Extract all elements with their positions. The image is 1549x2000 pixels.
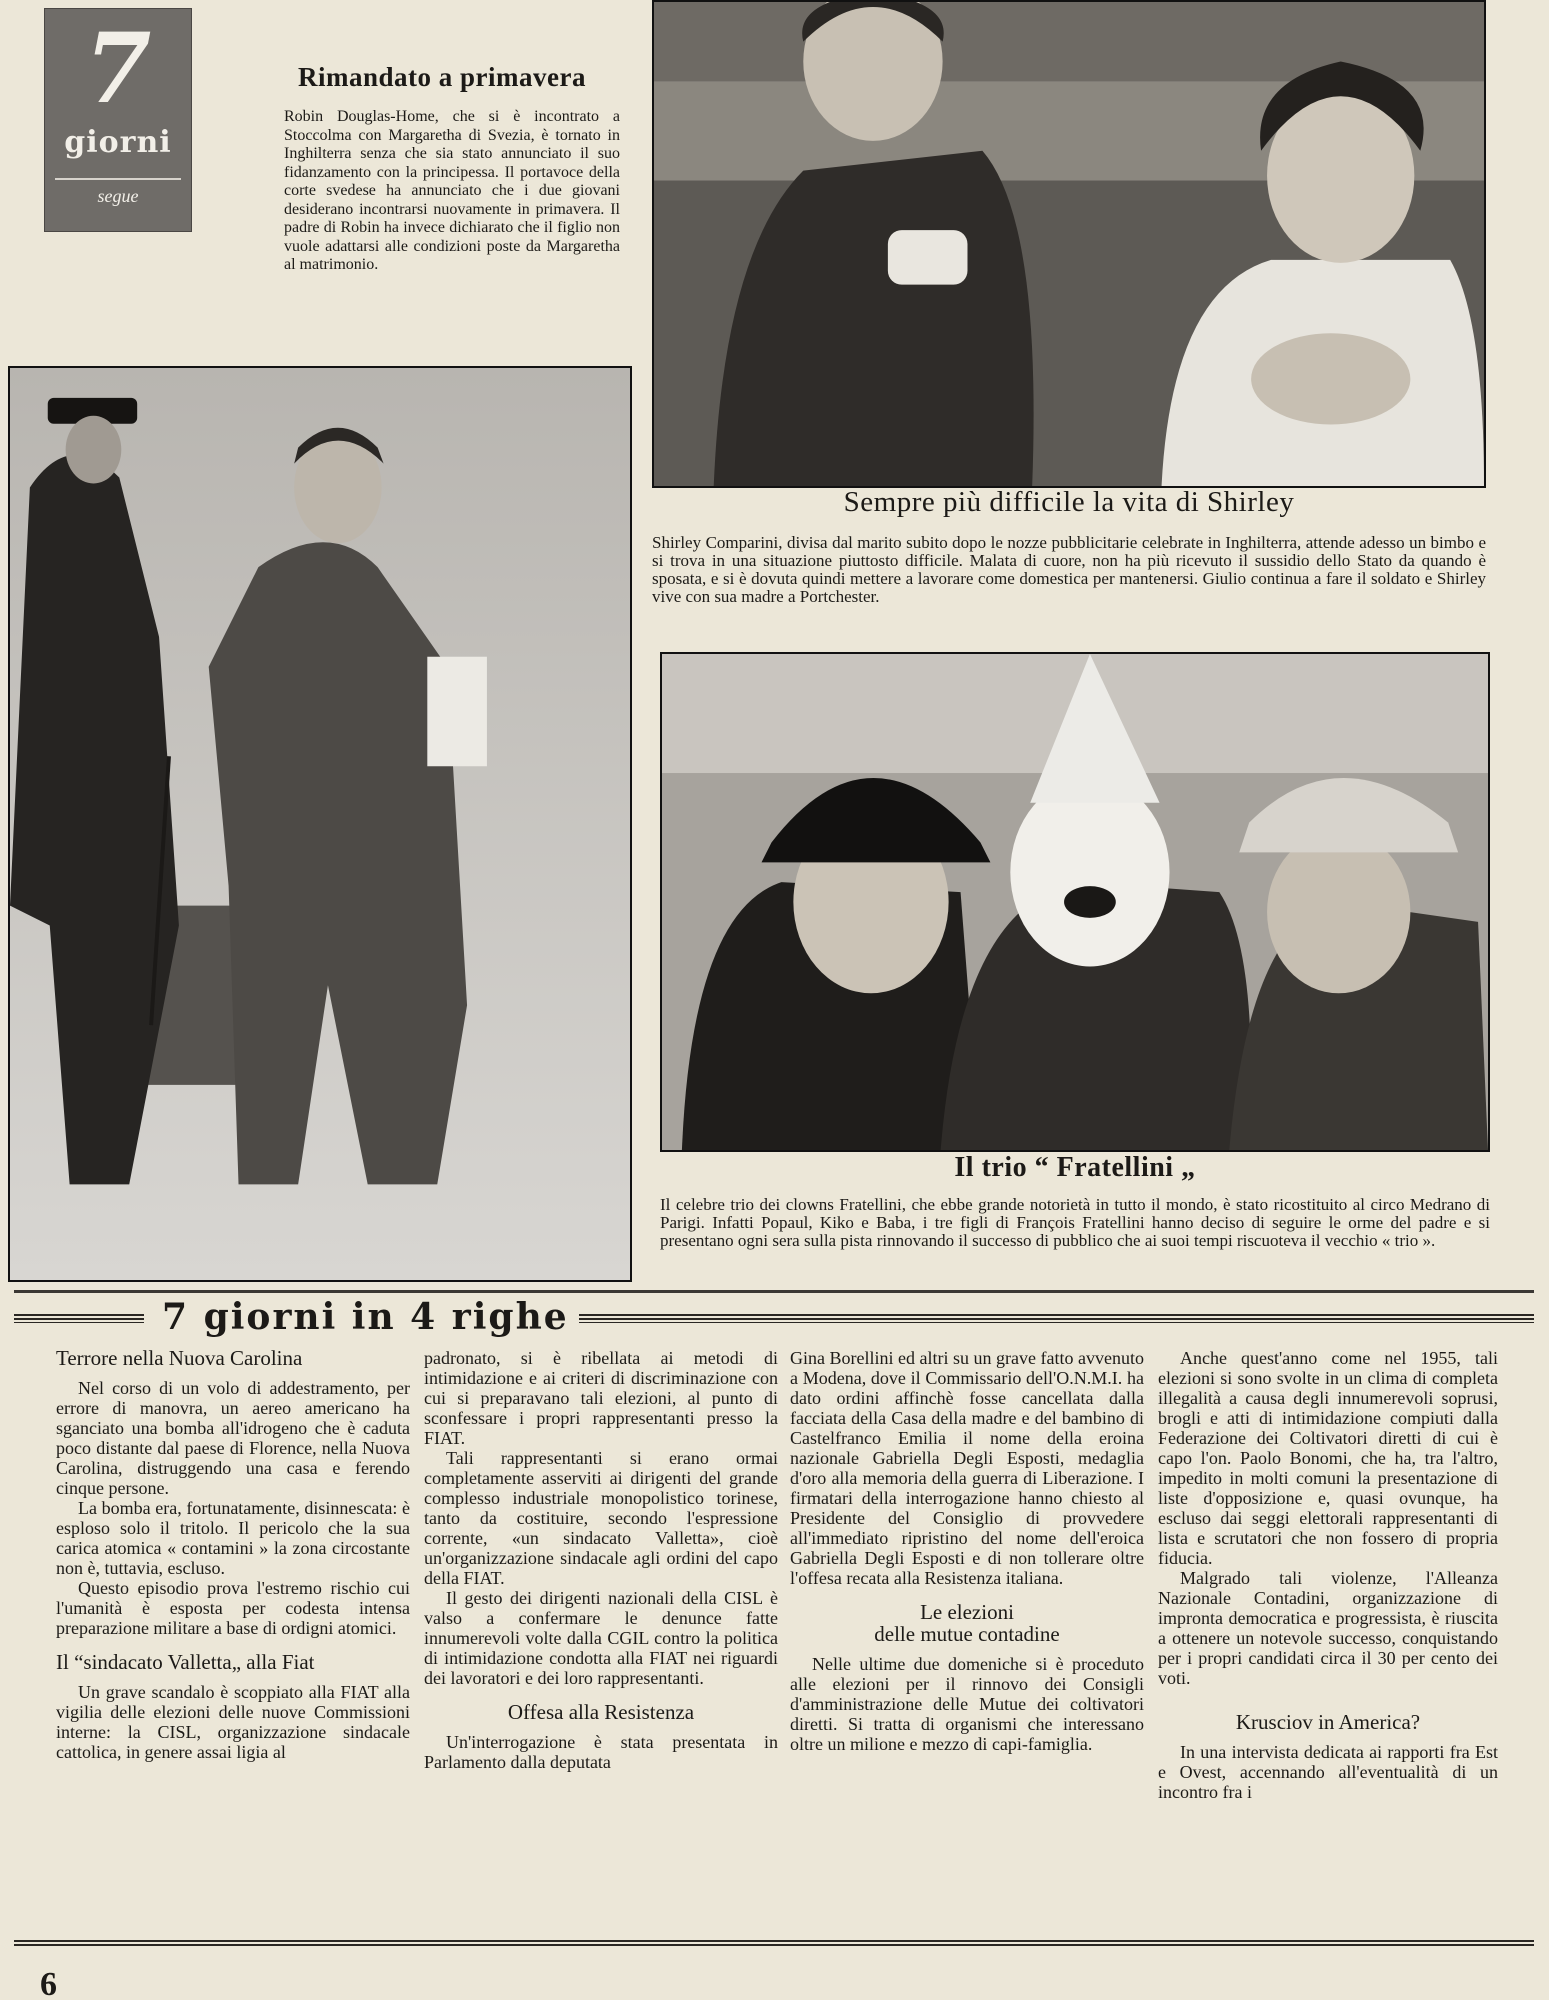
col1-paragraph-2: La bomba era, fortunatamente, disinnescata: è esploso solo il tritolo. Il pericolo che la sua carica atomica « contamini » la zona circostante non è, tuttavia, escluso. (56, 1498, 410, 1578)
column-1 (56, 1348, 410, 1762)
banner-right-bar (574, 1314, 1534, 1323)
photo-fratellini-clowns (660, 652, 1490, 1152)
col1-paragraph-1: Nel corso di un volo di addestramento, per errore di manovra, un aereo americano ha sganciato una bomba all'idrogeno che è caduta poco distante dal paese di Florence, nella Nuova Carolina, distruggendo una casa e ferendo cinque persone. (56, 1378, 410, 1498)
col2-paragraph-4: Un'interrogazione è stata presentata in Parlamento dalla deputata (424, 1732, 778, 1772)
banner-left-bar (14, 1314, 144, 1323)
col2-paragraph-3: Il gesto dei dirigenti nazionali della CISL è valso a confermare le denunce fatte innumerevoli volte dalla CGIL contro la politica di intimidazione condotta alla FIAT nei riguardi dei lavoratori e dei loro rappresentanti. (424, 1588, 778, 1688)
col4-paragraph-3: In una intervista dedicata ai rapporti fra Est e Ovest, accennando all'eventualità di un incontro fra i (1158, 1742, 1498, 1802)
col3-paragraph-1: Gina Borellini ed altri su un grave fatto avvenuto a Modena, dove il Commissario dell'O.N.M.I. ha dato ordini affinchè fosse cancellata dalla facciata della Casa della madre e del bambino di Castelfranco Emilia il nome della eroina nazionale Gabriella Degli Esposti, medaglia d'oro alla memoria della guerra di Liberazione. I firmatari della interrogazione hanno chiesto al Presidente del Consiglio di provvedere all'immediato ripristino del nome dell'eroica Gabriella Degli Esposti e di non tollerare oltre l'offesa recata alla Resistenza italiana. (790, 1348, 1144, 1588)
photo-robin-douglas-home (8, 366, 632, 1282)
logo-divider (55, 178, 181, 180)
logo-word: giorni (64, 125, 172, 160)
col2-heading-resistenza: Offesa alla Resistenza (507, 1700, 695, 1724)
col1-paragraph-3: Questo episodio prova l'estremo rischio cui l'umanità è esposta per codesta intensa preparazione militare a base di ordigni atomici. (56, 1578, 410, 1638)
logo-segue: segue (97, 186, 139, 206)
story2-headline: Sempre più difficile la vita di Shirley (843, 486, 1295, 518)
col3-heading-mutue: delle mutue contadine (874, 1622, 1060, 1646)
column-2 (424, 1348, 778, 1772)
photo-fratellini-image (662, 654, 1488, 1150)
col3-paragraph-2: Nelle ultime due domeniche si è proceduto alle elezioni per il rinnovo dei Consigli d'amministrazione delle Mutue dei coltivatori diretti. Si tratta di organismi che interessano oltre un milione e mezzo di capi-famiglia. (790, 1654, 1144, 1754)
col1-paragraph-4: Un grave scandalo è scoppiato alla FIAT alla vigilia delle elezioni delle nuove Commissioni interne: la CISL, organizzazione sindacale cattolica, in genere assai ligia al (56, 1682, 410, 1762)
photo-shirley (652, 0, 1486, 488)
story3-body: Il celebre trio dei clowns Fratellini, che ebbe grande notorietà in tutto il mondo, è stato ricostituito al circo Medrano di Parigi. Infatti Popaul, Kiko e Baba, i tre figli di François Fratellini hanno deciso di seguire le orme del padre e si presentano ogni sera sulla pista rinnovando il successo di pubblico che ai suoi tempi riscuoteva il vecchio « trio ». (660, 1195, 1490, 1250)
section-top-rule (14, 1290, 1534, 1293)
column-4 (1158, 1348, 1498, 1802)
col1-heading-sindacato: Il “sindacato Valletta„ alla Fiat (56, 1650, 315, 1674)
section-banner (14, 1298, 1534, 1338)
story2-body: Shirley Comparini, divisa dal marito subito dopo le nozze pubblicitarie celebrate in Inghilterra, attende adesso un bimbo e si trova in una situazione piuttosto difficile. Malata di cuore, non ha più ricevuto il sussidio dello Stato da quando è sposata, e si è dovuta quindi mettere a lavorare come domestica per mantenersi. Giulio continua a fare il soldato e Shirley vive con sua madre a Portchester. (652, 533, 1486, 606)
photo-shirley-image (654, 2, 1484, 486)
page-number: 6 (40, 1966, 57, 2000)
col2-paragraph-2: Tali rappresentanti si erano ormai completamente asserviti ai dirigenti del grande complesso industriale monopolistico torinese, tanto da costituire, secondo l'espressione corrente, «un sindacato Valletta», cioè un'organizzazione sindacale agli ordini del capo della FIAT. (424, 1448, 778, 1588)
col4-paragraph-1: Anche quest'anno come nel 1955, tali elezioni si sono svolte in un clima di completa illegalità a causa degli innumerevoli soprusi, brogli e atti di intimidazione compiuti dalla Federazione dei Coltivatori diretti di cui è capo l'on. Paolo Bonomi, che ha, tra l'altro, impedito in molti comuni la presentazione di liste d'opposizione e, quasi ovunque, ha escluso dai seggi elettorali rappresentanti di lista e scrutatori che non fossero di propria fiducia. (1158, 1348, 1498, 1568)
story1-body: Robin Douglas-Home, che si è incontrato a Stoccolma con Margaretha di Svezia, è tornato in Inghilterra senza che sia stato annunciato il suo fidanzamento con la principessa. Il portavoce della corte svedese ha annunciato che i due giovani desiderano incontrarsi nuovamente in primavera. Il padre di Robin ha invece dichiarato che il figlio non vuole adattarsi alle condizioni poste da Margaretha al matrimonio. (284, 108, 620, 273)
col1-heading-terrore: Terrore nella Nuova Carolina (56, 1346, 303, 1370)
logo-number: 7 (84, 12, 152, 125)
photo-robin-image (10, 368, 630, 1280)
col4-paragraph-2: Malgrado tali violenze, l'Alleanza Nazionale Contadini, organizzazione di impronta democratica e progressista, è riuscita a ottenere un notevole successo, conquistando per i propri candidati circa il 30 per cento dei voti. (1158, 1568, 1498, 1688)
col3-heading-elezioni: Le elezioni (920, 1600, 1014, 1624)
story3-headline: Il trio “ Fratellini „ (954, 1152, 1196, 1183)
col2-paragraph-1: padronato, si è ribellata ai metodi di intimidazione e ai criteri di discriminazione con cui si preparavano tali elezioni, al punto di sconfessare i propri rappresentanti presso la FIAT. (424, 1348, 778, 1448)
story1-headline: Rimandato a primavera (298, 62, 586, 92)
section-logo (44, 8, 192, 232)
footer-rule (14, 1940, 1534, 1948)
section-title: 7 giorni in 4 righe (152, 1296, 579, 1338)
col4-heading-krusciov: Krusciov in America? (1235, 1710, 1421, 1734)
column-3 (790, 1348, 1144, 1754)
